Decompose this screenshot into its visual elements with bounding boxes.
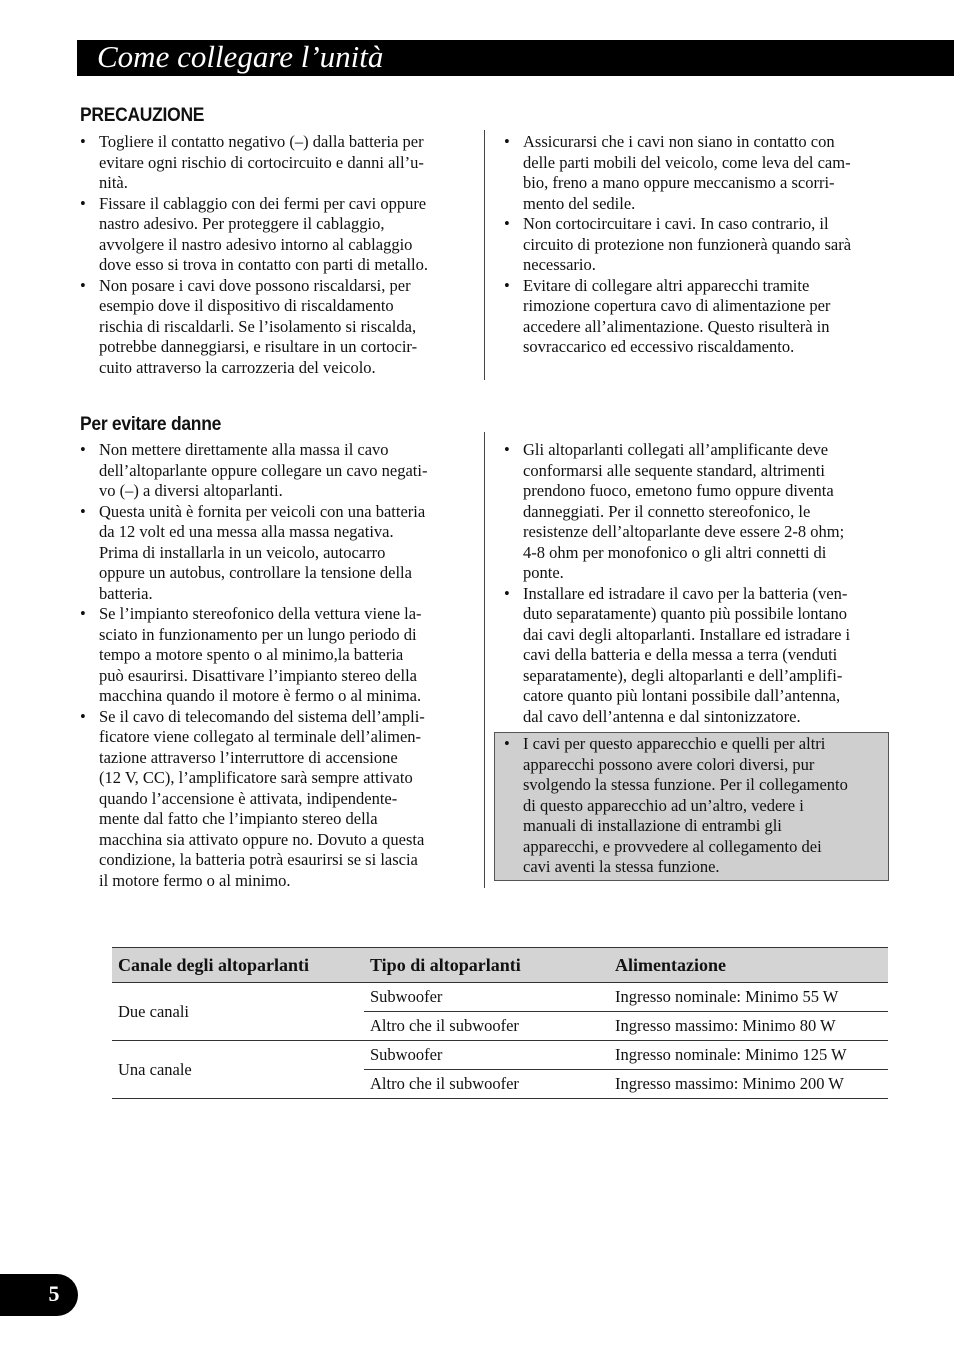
- list-item: • Fissare il cablaggio con dei fermi per cavi oppure nastro adesivo. Per proteggere il cablaggio, avvolgere il nastro adesivo intorno al cablaggio dove esso si trova in contatto con parti di metallo.: [80, 194, 470, 276]
- channel-cell: Due canali: [112, 983, 364, 1041]
- type-cell: Altro che il subwoofer: [364, 1070, 609, 1099]
- type-cell: Subwoofer: [364, 1041, 609, 1070]
- channel-cell: Una canale: [112, 1041, 364, 1099]
- page-number-tab: [0, 1274, 78, 1316]
- danne-right-column: [504, 440, 899, 727]
- list-item: • Se l’impianto stereofonico della vettura viene la- sciato in funzionamento per un lungo periodo di tempo a motore spento o al minimo,la batteria può esaurirsi. Disattivare l’impianto stereo della macchina quando il motore è fermo o al minima.: [80, 604, 470, 707]
- list-item: • Se il cavo di telecomando del sistema dell’ampli- ficatore viene collegato al terminale dell’alimen- tazione attraverso l’interruttore di accensione (12 V, CC), l’amplificatore sarà sempre attivato quando l’accensione è attivata, indipendente- mente dal fatto che l’impianto stereo della macchina sia attivato oppure no. Dovuto a questa condizione, la batteria potrà esaurirsi se si lascia il motore fermo o al minimo.: [80, 707, 470, 892]
- chapter-title-bar: [77, 40, 954, 76]
- list-item: • Togliere il contatto negativo (–) dalla batteria per evitare ogni rischio di cortocircuito e danni all’u- nità.: [80, 132, 470, 194]
- section-heading-danne: Per evitare danne: [80, 414, 222, 435]
- power-cell: Ingresso nominale: Minimo 125 W: [609, 1041, 888, 1070]
- type-cell: Altro che il subwoofer: [364, 1012, 609, 1041]
- power-cell: Ingresso massimo: Minimo 80 W: [609, 1012, 888, 1041]
- table-row: [112, 983, 888, 1012]
- highlighted-note: [504, 734, 889, 878]
- list-item: • Non cortocircuitare i cavi. In caso contrario, il circuito di protezione non funzionerà quando sarà necessario.: [504, 214, 899, 276]
- chapter-title: Come collegare l’unità: [97, 39, 384, 74]
- list-item: • I cavi per questo apparecchio e quelli per altri apparecchi possono avere colori diversi, pur svolgendo la stessa funzione. Per il collegamento di questo apparecchio ad un’altro, vedere i manuali di installazione di entrambi gli apparecchi, e provvedere al collegamento dei cavi aventi la stessa funzione.: [504, 734, 889, 878]
- type-cell: Subwoofer: [364, 983, 609, 1012]
- power-cell: Ingresso massimo: Minimo 200 W: [609, 1070, 888, 1099]
- list-item: • Assicurarsi che i cavi non siano in contatto con delle parti mobili del veicolo, come leva del cam- bio, freno a mano oppure meccanismo a scorri- mento del sedile.: [504, 132, 899, 214]
- speaker-power-table: [112, 947, 888, 1099]
- table-row: [112, 1041, 888, 1070]
- page-number: 5: [48, 1281, 60, 1306]
- list-item: • Non mettere direttamente alla massa il cavo dell’altoparlante oppure collegare un cavo negati- vo (–) a diversi altoparlanti.: [80, 440, 470, 502]
- precauzione-left-column: [80, 132, 470, 378]
- precauzione-right-column: [504, 132, 899, 358]
- table-header-row: [112, 948, 888, 983]
- list-item: • Non posare i cavi dove possono riscaldarsi, per esempio dove il dispositivo di riscaldamento rischia di riscaldarli. Se l’isolamento si riscalda, potrebbe danneggiarsi, e risultare in un cortocir- cuito attraverso la carrozzeria del veicolo.: [80, 276, 470, 379]
- list-item: • Installare ed istradare il cavo per la batteria (ven- duto separatamente) quanto più possibile lontano dai cavi degli altoparlanti. Installare ed istradare i cavi della batteria e della messa a terra (venduti separatamente), degli altoparlanti e dell’amplifi- catore quanto più lontani possibile dall’antenna, dal cavo dell’antenna e dal sintonizzatore.: [504, 584, 899, 728]
- danne-left-column: [80, 440, 470, 891]
- column-header: Alimentazione: [609, 948, 888, 983]
- list-item: • Gli altoparlanti collegati all’amplificante deve conformarsi alle sequente standard, altrimenti prendono fuoco, emetono fumo oppure diventa danneggiati. Per il connetto stereofonico, le resistenze dell’altoparlante deve essere 2-8 ohm; 4-8 ohm per monofonico o gli altri connetti di ponte.: [504, 440, 899, 584]
- power-cell: Ingresso nominale: Minimo 55 W: [609, 983, 888, 1012]
- column-divider: [484, 130, 485, 380]
- column-header: Tipo di altoparlanti: [364, 948, 609, 983]
- list-item: • Evitare di collegare altri apparecchi tramite rimozione copertura cavo di alimentazione per accedere all’alimentazione. Questo risulterà in sovraccarico ed eccessivo riscaldamento.: [504, 276, 899, 358]
- list-item: • Questa unità è fornita per veicoli con una batteria da 12 volt ed una messa alla massa negativa. Prima di installarla in un veicolo, autocarro oppure un autobus, controllare la tensione della batteria.: [80, 502, 470, 605]
- column-header: Canale degli altoparlanti: [112, 948, 364, 983]
- section-heading-precauzione: PRECAUZIONE: [80, 105, 205, 126]
- column-divider: [484, 432, 485, 888]
